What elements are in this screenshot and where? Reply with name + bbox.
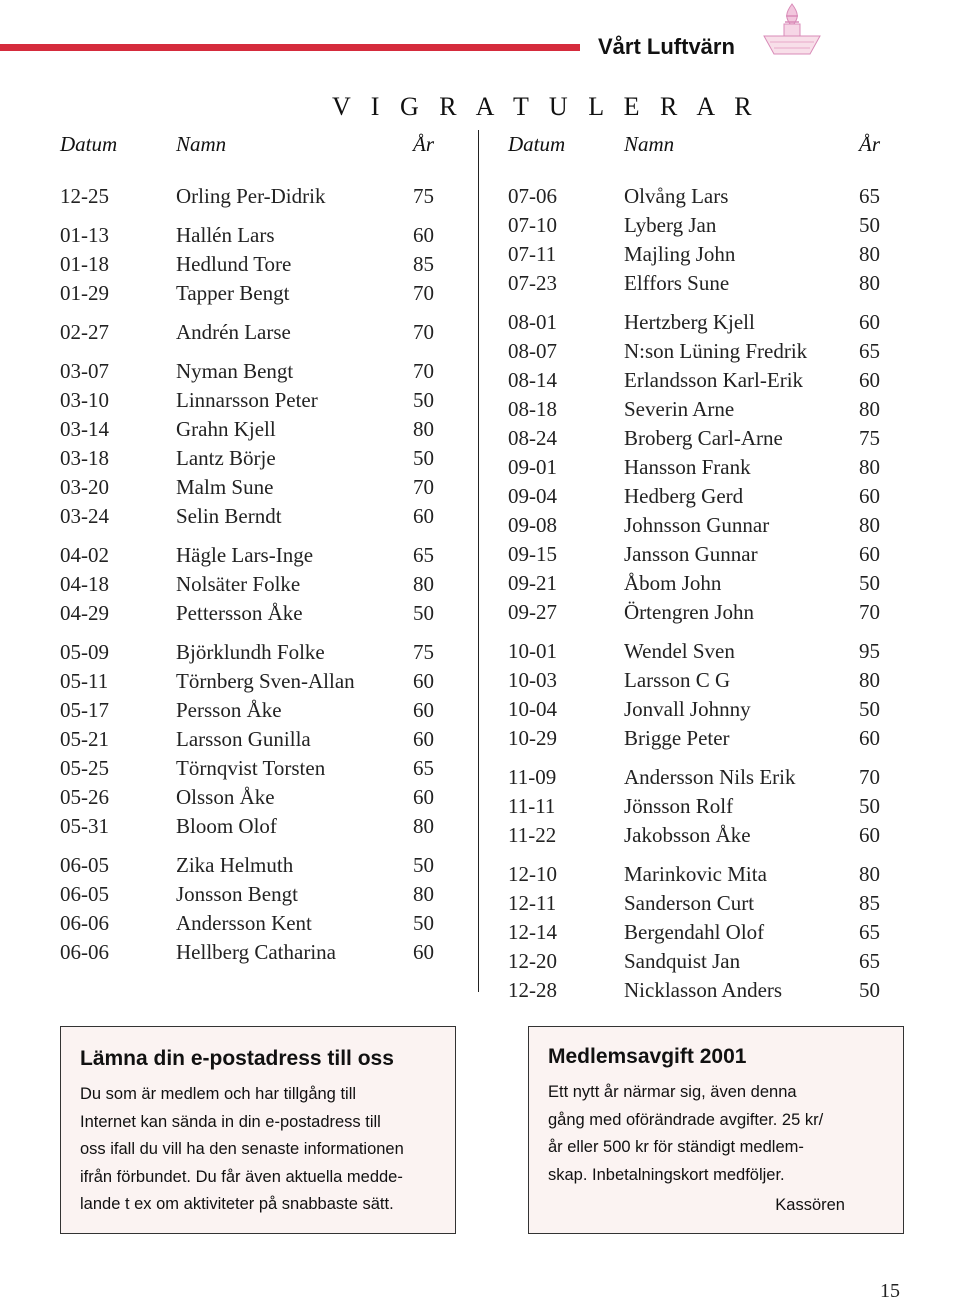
magazine-title: Vårt Luftvärn [598,34,735,59]
birthday-row [508,792,884,821]
birthday-name: Marinkovic Mita [624,862,767,886]
email-info-box [60,1026,456,1234]
birthday-name: Hallén Lars [176,223,275,247]
birthday-age: 60 [859,368,880,392]
birthday-age: 50 [859,213,880,237]
birthday-row [60,473,438,502]
birthday-date: 05-26 [60,785,109,809]
birthday-name: Selin Berndt [176,504,282,528]
birthday-age: 85 [413,252,434,276]
birthday-age: 60 [859,823,880,847]
header-date: Datum [508,132,566,156]
birthday-name: Severin Arne [624,397,735,421]
email-box-line: ifrån förbundet. Du får även aktuella medde- [80,1167,403,1186]
birthday-row [508,240,884,269]
birthday-name: Sandquist Jan [624,949,741,973]
birthday-row [508,182,884,211]
birthday-row [508,424,884,453]
birthday-age: 70 [413,359,434,383]
birthday-name: Andrén Larse [176,320,291,344]
birthday-date: 10-03 [508,668,557,692]
birthday-age: 60 [413,223,434,247]
birthday-row [60,783,438,812]
month-group [60,541,438,628]
birthday-date: 07-06 [508,184,557,208]
birthday-name: Jonvall Johnny [624,697,751,721]
birthday-row [508,598,884,627]
month-group [508,637,884,753]
birthday-name: Hellberg Catharina [176,940,336,964]
birthday-age: 65 [859,339,880,363]
birthday-age: 50 [859,978,880,1002]
birthday-row [508,453,884,482]
column-divider [478,130,479,992]
email-box-line: lande t ex om aktiviteter på snabbaste sätt. [80,1195,394,1213]
birthday-name: Hertzberg Kjell [624,310,755,334]
birthday-age: 50 [413,446,434,470]
header-rule [0,44,580,51]
birthday-name: Lantz Börje [176,446,276,470]
birthday-row [60,415,438,444]
month-group [508,308,884,627]
birthday-age: 60 [859,484,880,508]
birthday-row [60,541,438,570]
birthday-date: 12-14 [508,920,557,944]
email-box-line: oss ifall du vill ha den senaste informationen [80,1140,404,1158]
birthday-age: 70 [413,320,434,344]
birthday-age: 50 [413,853,434,877]
birthday-age: 60 [413,940,434,964]
birthday-age: 50 [413,388,434,412]
birthday-age: 70 [413,281,434,305]
birthday-age: 80 [859,862,880,886]
birthday-name: Zika Helmuth [176,853,294,877]
birthday-date: 09-01 [508,455,557,479]
birthday-age: 60 [413,504,434,528]
birthday-name: Wendel Sven [624,639,735,663]
birthday-name: Jönsson Rolf [624,794,734,818]
birthday-age: 50 [859,794,880,818]
month-group [508,182,884,298]
birthday-name: Grahn Kjell [176,417,276,441]
page-number: 15 [880,1280,900,1302]
birthday-row [508,337,884,366]
header-age: År [859,132,880,156]
birthday-date: 01-18 [60,252,109,276]
birthday-name: Jonsson Bengt [176,882,298,906]
birthday-row [60,851,438,880]
birthday-name: Andersson Kent [176,911,312,935]
birthday-date: 12-25 [60,184,109,208]
header-age: År [413,132,434,156]
month-group [60,357,438,531]
birthday-row [60,599,438,628]
birthday-name: Tapper Bengt [176,281,290,305]
birthday-date: 03-07 [60,359,109,383]
birthday-date: 08-07 [508,339,557,363]
birthday-name: Björklundh Folke [176,640,325,664]
birthday-name: Olvång Lars [624,184,729,208]
birthday-date: 12-28 [508,978,557,1002]
birthday-age: 80 [413,572,434,596]
birthday-date: 02-27 [60,320,109,344]
birthday-name: Linnarsson Peter [176,388,318,412]
email-box-line: Du som är medlem och har tillgång till [80,1085,357,1103]
birthday-name: Hedlund Tore [176,252,292,276]
birthday-age: 75 [859,426,880,450]
birthday-row [508,482,884,511]
birthday-name: Sanderson Curt [624,891,755,915]
birthday-date: 06-06 [60,911,109,935]
birthday-row [60,279,438,308]
birthday-date: 04-29 [60,601,109,625]
month-group [60,851,438,967]
birthday-age: 50 [413,911,434,935]
birthday-age: 80 [859,668,880,692]
birthday-date: 12-10 [508,862,557,886]
birthday-row [60,909,438,938]
birthday-name: Persson Åke [176,698,282,722]
birthday-date: 11-11 [508,794,556,818]
luftvarn-emblem-icon [760,2,824,60]
birthday-name: Bloom Olof [176,814,277,838]
birthday-row [508,569,884,598]
birthday-date: 09-08 [508,513,557,537]
birthday-name: Törnberg Sven-Allan [176,669,355,693]
birthday-date: 03-10 [60,388,109,412]
birthday-age: 85 [859,891,880,915]
month-group [60,318,438,347]
birthday-name: Nicklasson Anders [624,978,783,1002]
fee-box-line: år eller 500 kr för ständigt medlem- [548,1138,804,1156]
birthday-date: 05-25 [60,756,109,780]
birthday-date: 10-04 [508,697,557,721]
birthday-row [508,918,884,947]
birthday-row [508,211,884,240]
birthday-age: 60 [859,726,880,750]
birthday-date: 07-10 [508,213,557,237]
birthday-row [60,696,438,725]
birthday-age: 60 [413,698,434,722]
birthday-age: 80 [859,513,880,537]
birthday-date: 03-20 [60,475,109,499]
header-name: Namn [176,132,227,156]
birthday-row [508,947,884,976]
birthday-row [508,724,884,753]
fee-box-body [548,1079,823,1189]
birthday-date: 09-21 [508,571,557,595]
birthday-row [508,540,884,569]
birthday-date: 03-14 [60,417,109,441]
column-header [508,132,884,156]
birthday-date: 06-05 [60,853,109,877]
birthday-name: Malm Sune [176,475,274,499]
birthday-date: 08-14 [508,368,557,392]
birthday-row [60,812,438,841]
birthday-name: Åbom John [624,571,722,595]
birthday-age: 80 [859,242,880,266]
month-group [60,638,438,841]
birthday-date: 05-17 [60,698,109,722]
birthday-name: Lyberg Jan [624,213,717,237]
birthday-name: Bergendahl Olof [624,920,765,944]
birthday-date: 11-09 [508,765,557,789]
birthday-age: 65 [859,184,880,208]
birthday-age: 60 [413,669,434,693]
birthday-row [60,667,438,696]
birthday-name: Hansson Frank [624,455,751,479]
birthday-name: Brigge Peter [624,726,730,750]
birthday-row [60,318,438,347]
birthday-date: 09-04 [508,484,557,508]
email-box-body [80,1081,404,1219]
birthday-row [508,308,884,337]
birthday-name: N:son Lüning Fredrik [624,339,808,363]
birthday-row [508,889,884,918]
birthday-date: 05-11 [60,669,109,693]
birthday-name: Örtengren John [624,600,755,624]
birthday-age: 60 [859,310,880,334]
birthday-row [508,763,884,792]
birthday-row [60,444,438,473]
header-name: Namn [624,132,675,156]
birthday-list-right [508,132,884,1005]
birthday-age: 60 [859,542,880,566]
birthday-date: 05-09 [60,640,109,664]
birthday-date: 10-01 [508,639,557,663]
birthday-date: 03-24 [60,504,109,528]
column-header [60,132,438,156]
fee-box-title: Medlemsavgift 2001 [548,1045,747,1068]
birthday-age: 70 [413,475,434,499]
birthday-date: 12-20 [508,949,557,973]
birthday-row [508,395,884,424]
email-box-line: Internet kan sända in din e-postadress till [80,1112,381,1131]
birthday-name: Pettersson Åke [176,601,303,625]
birthday-row [60,357,438,386]
birthday-name: Majling John [624,242,736,266]
birthday-row [508,366,884,395]
birthday-row [60,880,438,909]
fee-box-line: Ett nytt år närmar sig, även denna [548,1083,797,1101]
header-date: Datum [60,132,118,156]
birthday-row [60,570,438,599]
birthday-age: 80 [413,882,434,906]
email-box-title: Lämna din e-postadress till oss [80,1047,394,1070]
birthday-row [508,637,884,666]
birthday-date: 03-18 [60,446,109,470]
birthday-age: 60 [413,727,434,751]
birthday-date: 09-27 [508,600,557,624]
birthday-row [60,250,438,279]
birthday-row [508,976,884,1005]
month-group [508,763,884,850]
birthday-age: 75 [413,640,434,664]
birthday-date: 11-22 [508,823,557,847]
birthday-date: 06-06 [60,940,109,964]
birthday-age: 80 [859,455,880,479]
birthday-row [60,638,438,667]
birthday-date: 08-24 [508,426,557,450]
birthday-row [508,511,884,540]
birthday-date: 01-29 [60,281,109,305]
birthday-name: Erlandsson Karl-Erik [624,368,804,392]
birthday-row [60,386,438,415]
membership-fee-box [528,1026,904,1234]
birthday-date: 04-18 [60,572,109,596]
birthday-age: 65 [859,920,880,944]
birthday-name: Jakobsson Åke [624,823,751,847]
birthday-row [508,860,884,889]
birthday-name: Törnqvist Torsten [176,756,326,780]
birthday-name: Hedberg Gerd [624,484,744,508]
birthday-age: 70 [859,765,880,789]
birthday-age: 75 [413,184,434,208]
birthday-name: Orling Per-Didrik [176,184,326,208]
fee-box-line: skap. Inbetalningskort medföljer. [548,1165,785,1184]
month-group [508,860,884,1005]
birthday-age: 50 [413,601,434,625]
birthday-name: Hägle Lars-Inge [176,543,314,567]
birthday-age: 65 [413,543,434,567]
month-group [60,221,438,308]
birthday-name: Elffors Sune [624,271,730,295]
headline: V I G R A T U L E R A R [332,92,759,121]
birthday-age: 80 [413,417,434,441]
fee-box-signature: Kassören [775,1196,845,1214]
birthday-row [60,725,438,754]
birthday-name: Andersson Nils Erik [624,765,796,789]
birthday-name: Nolsäter Folke [176,572,301,596]
birthday-name: Larsson C G [624,668,731,692]
birthday-row [508,695,884,724]
birthday-age: 65 [859,949,880,973]
birthday-date: 07-11 [508,242,557,266]
birthday-row [60,502,438,531]
birthday-date: 01-13 [60,223,109,247]
birthday-row [508,666,884,695]
birthday-date: 07-23 [508,271,557,295]
birthday-date: 04-02 [60,543,109,567]
birthday-list-left [60,132,438,967]
birthday-age: 80 [413,814,434,838]
birthday-age: 50 [859,571,880,595]
birthday-date: 05-21 [60,727,109,751]
birthday-age: 80 [859,397,880,421]
birthday-name: Broberg Carl-Arne [624,426,783,450]
fee-box-line: gång med oförändrade avgifter. 25 kr/ [548,1110,824,1129]
birthday-date: 05-31 [60,814,109,838]
birthday-name: Larsson Gunilla [176,727,311,751]
month-group [60,182,438,211]
birthday-date: 08-01 [508,310,557,334]
birthday-age: 70 [859,600,880,624]
birthday-date: 06-05 [60,882,109,906]
birthday-row [508,269,884,298]
birthday-name: Jansson Gunnar [624,542,758,566]
birthday-age: 80 [859,271,880,295]
birthday-age: 50 [859,697,880,721]
birthday-age: 60 [413,785,434,809]
birthday-row [508,821,884,850]
birthday-age: 95 [859,639,880,663]
birthday-date: 08-18 [508,397,557,421]
birthday-date: 12-11 [508,891,557,915]
birthday-row [60,938,438,967]
birthday-date: 09-15 [508,542,557,566]
birthday-name: Nyman Bengt [176,359,294,383]
birthday-age: 65 [413,756,434,780]
birthday-date: 10-29 [508,726,557,750]
birthday-row [60,221,438,250]
birthday-name: Olsson Åke [176,785,275,809]
birthday-row [60,182,438,211]
birthday-name: Johnsson Gunnar [624,513,770,537]
birthday-row [60,754,438,783]
